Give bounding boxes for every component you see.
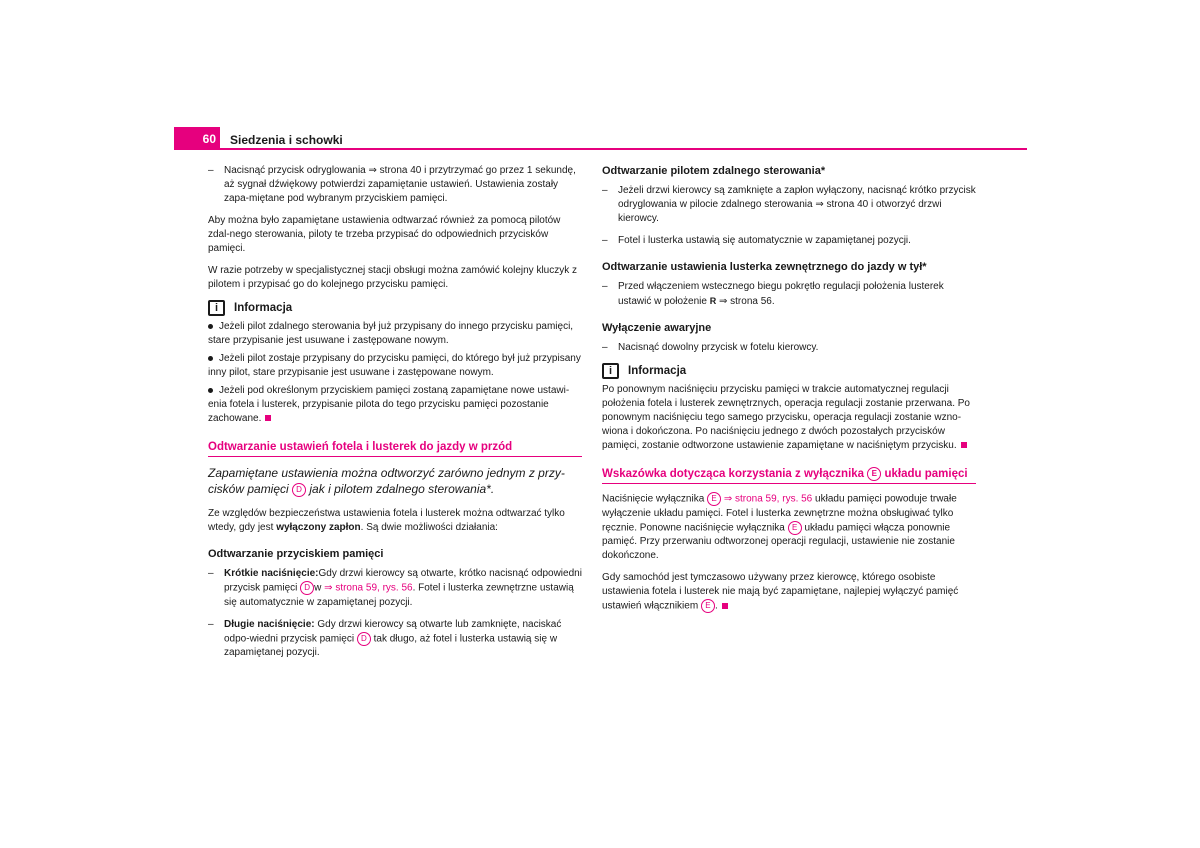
end-mark-icon (961, 442, 967, 448)
step-emergency: – Nacisnąć dowolny przycisk w fotelu kierowcy. (602, 341, 976, 355)
text: . Są dwie możliwości działania: (360, 522, 498, 533)
text: Naciśnięcie wyłącznika (602, 493, 705, 505)
text: w (314, 582, 322, 594)
section-intro (208, 465, 582, 497)
step-mirror (602, 280, 976, 309)
text: Po ponownym naciśnięciu przycisku pamięci w trakcie automatycznej regulacji położenia fotela i lusterek zewnętrznych, operacja regulacji zostanie przerwana. Po ponownym naciśnięciu tego samego przycisku, operacja regulacji zostanie wzno-wiona i dokończona. Po naciśnięciu jednego z dwóch pozostałych przycisków pamięci, zostanie odtworzone ustawienie zapamiętane w naciśniętym przycisku. (602, 384, 970, 451)
info-bullet (208, 384, 582, 426)
key-e-icon: E (867, 467, 881, 481)
text: układu pamięci włącza ponownie pamięć. Przy przerwaniu odtworzonej operacji regulacji, ustawienie nie zostanie dokończone. (602, 522, 955, 562)
paragraph-remote-assign: Aby można było zapamiętane ustawienia odtwarzać również za pomocą pilotów zdal-nego sterowania, piloty te trzeba przypisać do odpowiednich przycisków pamięci. (208, 215, 561, 254)
bold-text: wyłączony zapłon (276, 522, 361, 533)
paragraph-safety (208, 507, 582, 535)
info-icon: i (208, 300, 225, 316)
end-mark-icon (265, 415, 271, 421)
info-icon: i (602, 363, 619, 379)
text: ⇒ strona 56. (719, 296, 775, 307)
paragraph-extra-key: W razie potrzeby w specjalistycznej stacji obsługi można zamówić kolejny kluczyk z pilotem i przypisać go do kolejnego przycisku pamięci. (208, 265, 578, 290)
bullet-dot-icon (208, 356, 213, 361)
text: układu pamięci (884, 468, 968, 481)
info-paragraph (602, 383, 976, 453)
left-column (208, 164, 582, 668)
key-d-icon: D (357, 632, 371, 646)
step-short-press (208, 567, 582, 610)
text: Gdy drzwi kierowcy są otwarte, krótko nacisnąć odpowiedni przycisk pamięci (224, 568, 582, 594)
step-remote-result: – Fotel i lusterka ustawią się automatycznie w zapamiętanej pozycji. (602, 234, 976, 248)
info-title: Informacja (628, 365, 687, 377)
subheading-emergency: Wyłączenie awaryjne (602, 322, 712, 334)
info-bullet (208, 320, 582, 348)
intro-text: Zapamiętane ustawienia można odtworzyć zarówno jednym z przy-cisków pamięci (208, 466, 565, 496)
right-column (602, 164, 976, 622)
cross-reference-link[interactable]: ⇒ strona 59, rys. 56 (324, 582, 413, 594)
section-title-switch (602, 467, 976, 484)
text: . (714, 600, 718, 612)
info-bullet-text: Jeżeli pilot zdalnego sterowania był już przypisany do innego przycisku pamięci, stare przypisanie jest usuwane i zastępowane nowym. (208, 321, 574, 346)
step-remote-unlock: – Jeżeli drzwi kierowcy są zamknięte a zapłon wyłączony, nacisnąć krótko przycisk odryglowania w pilocie zdalnego sterowania ⇒ strona 40 i otworzyć drzwi kierowcy. (602, 184, 976, 226)
key-e-icon: E (701, 599, 715, 613)
text: układu pamięci powoduje trwałe wyłączenie układu pamięci. Fotel i lusterka zewnętrzne można obsługiwać tylko ręcznie. Ponowne naciśnięcie wyłącznika (602, 493, 957, 534)
key-e-icon: E (707, 492, 721, 506)
step-long-press (208, 618, 582, 661)
end-mark-icon (722, 603, 728, 609)
info-heading (602, 363, 976, 379)
bold-text: Krótkie naciśnięcie: (224, 568, 319, 579)
subheading-mirror: Odtwarzanie ustawienia lusterka zewnętrznego do jazdy w tył* (602, 261, 927, 273)
text: Gdy samochód jest tymczasowo używany przez kierowcę, którego osobiste ustawienia fotela i lusterek nie mają być zapamiętane, najlepiej wyłączyć pamięć ustawień włącznikiem (602, 572, 959, 612)
text: Gdy drzwi kierowcy są otwarte lub zamknięte, naciskać odpo-wiedni przycisk pamięci (224, 618, 562, 645)
subheading-remote: Odtwarzanie pilotem zdalnego sterowania* (602, 165, 826, 177)
section-title: Odtwarzanie ustawień fotela i lusterek do jazdy w przód (208, 440, 582, 457)
running-header: Siedzenia i schowki (230, 133, 343, 147)
paragraph-switch (602, 492, 976, 563)
info-bullet-text: Jeżeli pilot zostaje przypisany do przycisku pamięci, do którego był już przypisany inny pilot, stare przypisanie jest usuwane i zastępowane nowym. (208, 353, 581, 378)
bullet-dot-icon (208, 324, 213, 329)
info-heading (208, 300, 582, 316)
key-d-icon: D (292, 483, 306, 497)
info-title: Informacja (234, 302, 293, 314)
text: Wskazówka dotycząca korzystania z wyłącznika (602, 468, 865, 481)
mirror-position-icon: R (709, 296, 717, 306)
key-d-icon: D (300, 581, 314, 595)
page-number: 60 (174, 127, 220, 149)
intro-text: jak i pilotem zdalnego sterowania*. (309, 482, 495, 496)
bullet-dot-icon (208, 388, 213, 393)
info-bullet (208, 352, 582, 380)
text: tak długo, aż fotel i lusterka ustawią się w zapamiętanej pozycji. (224, 633, 558, 659)
info-bullet-text: Jeżeli pod określonym przyciskiem pamięci zostaną zapamiętane nowe ustawi-enia fotela i lusterek, przypisanie pilota do tego przycisku pamięci pozostanie zachowane. (208, 385, 570, 424)
text: Przed włączeniem wstecznego biegu pokrętło regulacji położenia lusterek ustawić w położenie (618, 281, 944, 307)
key-e-icon: E (788, 521, 802, 535)
paragraph-temporary-driver (602, 571, 976, 614)
bold-text: Długie naciśnięcie: (224, 618, 315, 630)
text: Ze względów bezpieczeństwa ustawienia fotela i lusterek można odtwarzać tylko wtedy, gdy jest (208, 508, 565, 533)
text: . Fotel i lusterka zewnętrzne ustawią się automatycznie w zapamiętanej pozycji. (224, 582, 574, 608)
step-store: – Nacisnąć przycisk odryglowania ⇒ strona 40 i przytrzymać go przez 1 sekundę, aż sygnał dźwiękowy potwierdzi zapamiętanie ustawień. Ustawienia zostały zapa-miętane pod wybranym przyciskiem pamięci. (208, 164, 582, 206)
subheading-memory-button: Odtwarzanie przyciskiem pamięci (208, 548, 384, 560)
cross-reference-link[interactable]: ⇒ strona 59, rys. 56 (723, 493, 813, 505)
header-rule (174, 148, 1027, 150)
